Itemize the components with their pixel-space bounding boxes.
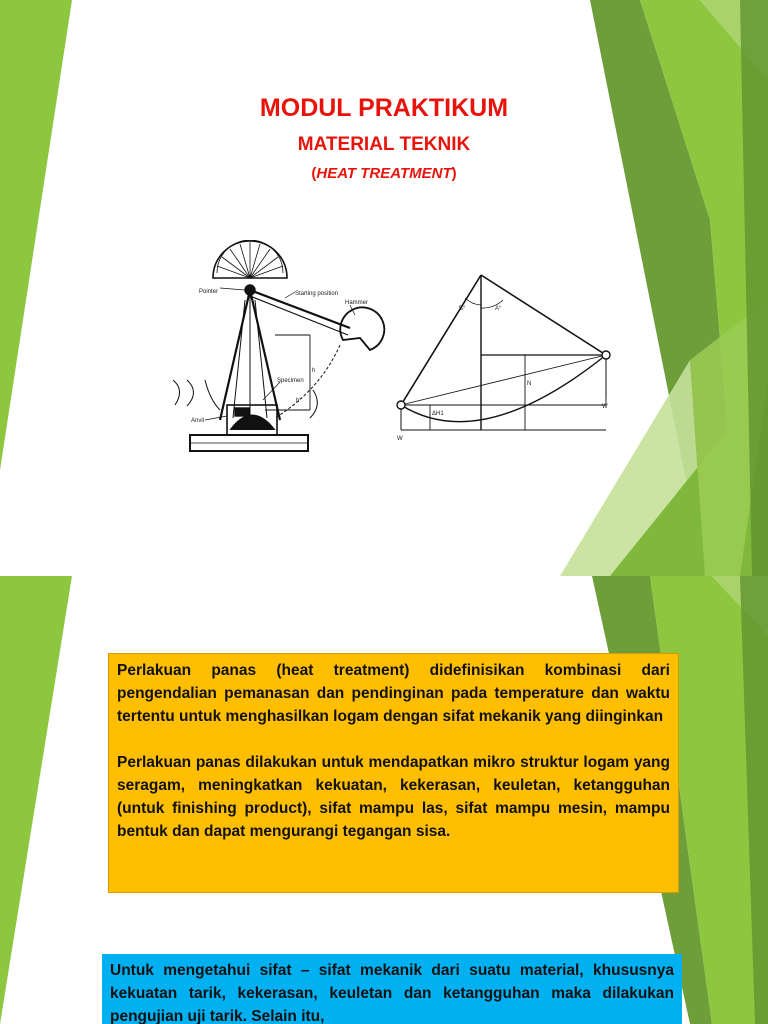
- paragraph-purpose: Perlakuan panas dilakukan untuk mendapatkan mikro struktur logam yang seragam, meningkatkan kekuatan, kekerasan, keuletan, ketangguhan (untuk finishing product), sifat mampu las, sifat mampu mesin, mampu bentuk dan dapat mengurangi tegangan sisa.: [117, 754, 670, 840]
- slide-subtitle: MATERIAL TEKNIK: [297, 134, 471, 155]
- charpy-impact-test-figure: [165, 240, 625, 465]
- paragraph-definition: Perlakuan panas (heat treatment) didefinisikan kombinasi dari pengendalian pemanasan dan pendinginan pada temperature dan waktu tertentu untuk menghasilkan logam dengan sifat mekanik yang diinginkan: [117, 662, 670, 725]
- label-pointer: Pointer: [199, 289, 219, 295]
- label-specimen: Specimen: [277, 378, 304, 384]
- mechanical-properties-box: [102, 954, 682, 1024]
- label-h: h: [312, 368, 316, 374]
- label-n: N: [527, 381, 532, 387]
- label-w-right: W: [602, 404, 608, 410]
- label-hammer: Hammer: [345, 300, 369, 306]
- label-h-prime: h': [296, 398, 301, 404]
- slide-title: MODUL PRAKTIKUM: [259, 94, 509, 122]
- label-anvil: Anvil: [191, 418, 205, 424]
- slide-2: [0, 576, 768, 1024]
- label-starting-position: Starting position: [295, 291, 339, 297]
- paragraph-testing: Untuk mengetahui sifat – sifat mekanik dari suatu material, khususnya kekuatan tarik, kekerasan, keuletan dan ketangguhan maka dilakukan pengujian uji tarik. Selain itu,: [110, 962, 674, 1024]
- heat-treatment-definition-box: [108, 653, 679, 893]
- label-delta-h: ΔH1: [432, 411, 444, 417]
- label-b-angle: B°: [459, 306, 466, 312]
- slide-subtitle-heat-treatment: (HEAT TREATMENT): [311, 165, 457, 182]
- label-w-left: W: [397, 436, 403, 442]
- label-a-angle: A°: [495, 306, 502, 312]
